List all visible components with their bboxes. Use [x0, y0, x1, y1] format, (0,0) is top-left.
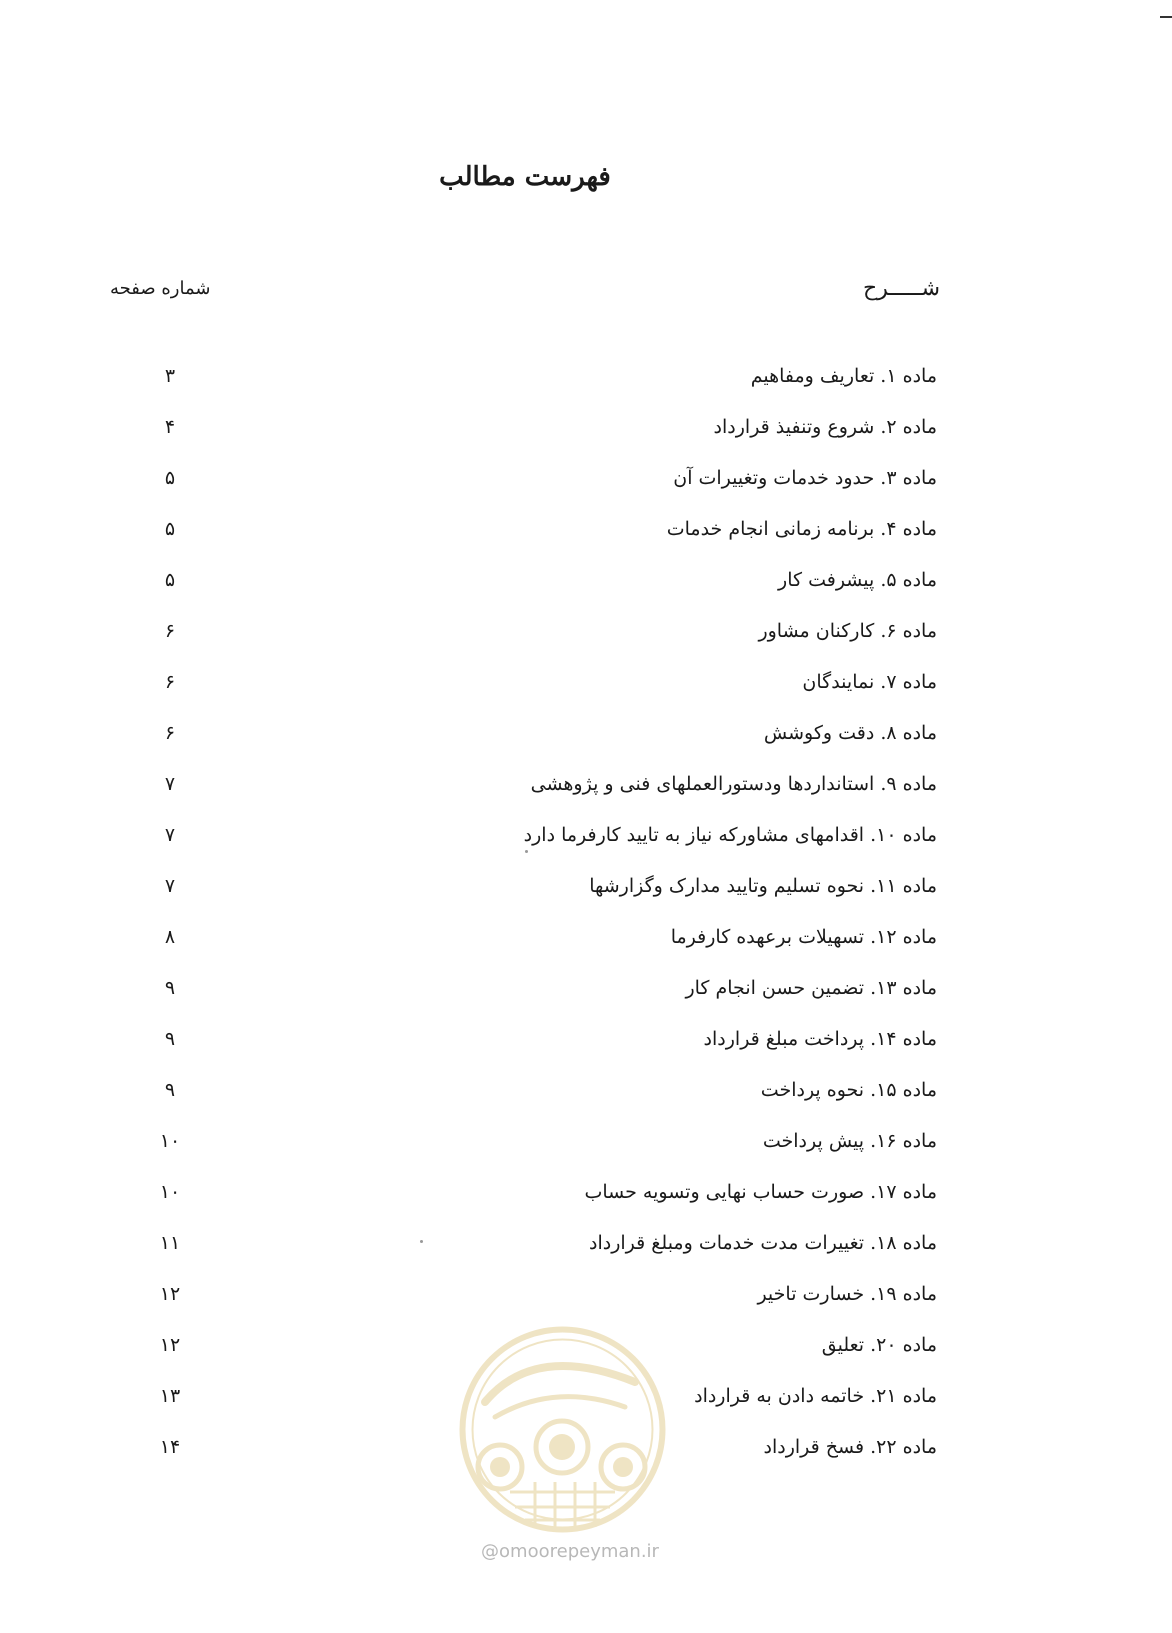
toc-entry-page: ۱۰	[159, 1130, 181, 1152]
page-title: فهرست مطالب	[439, 162, 611, 192]
toc-entry-text: ماده ۲. شروع وتنفیذ قرارداد	[713, 416, 937, 438]
toc-entry-text: ماده ۱۹. خسارت تاخیر	[757, 1283, 937, 1305]
toc-entry-page: ۹	[164, 977, 176, 999]
toc-entry-page: ۱۴	[159, 1436, 181, 1458]
toc-entry-page: ۷	[164, 875, 176, 897]
toc-entry-page: ۶	[164, 620, 176, 642]
toc-entry-text: ماده ۳. حدود خدمات وتغییرات آن	[673, 467, 937, 489]
toc-entry	[0, 722, 1172, 773]
toc-entry-page: ۸	[164, 926, 176, 948]
toc-entry	[0, 926, 1172, 977]
watermark-seal-logo	[455, 1322, 670, 1537]
toc-entry	[0, 773, 1172, 824]
toc-entry-text: ماده ۵. پیشرفت کار	[778, 569, 937, 591]
toc-entry	[0, 416, 1172, 467]
column-header-description: شـــــرح	[863, 276, 940, 301]
toc-entry	[0, 1130, 1172, 1181]
toc-entry-text: ماده ۱. تعاریف ومفاهیم	[750, 365, 937, 387]
toc-entry	[0, 671, 1172, 722]
toc-entry-text: ماده ۹. استانداردها ودستورالعملهای فنی و پژوهشی	[530, 773, 937, 795]
toc-entry-page: ۱۰	[159, 1181, 181, 1203]
toc-entry	[0, 467, 1172, 518]
toc-entry-page: ۹	[164, 1079, 176, 1101]
toc-entry-page: ۷	[164, 773, 176, 795]
toc-entry-text: ماده ۱۱. نحوه تسلیم وتایید مدارک وگزارشها	[589, 875, 937, 897]
toc-entry-text: ماده ۷. نمایندگان	[802, 671, 937, 693]
toc-entry-page: ۴	[164, 416, 176, 438]
toc-entry	[0, 977, 1172, 1028]
toc-entry	[0, 1028, 1172, 1079]
toc-entry-text: ماده ۸. دقت وکوشش	[763, 722, 937, 744]
toc-entry-page: ۹	[164, 1028, 176, 1050]
toc-entry	[0, 365, 1172, 416]
toc-entry	[0, 824, 1172, 875]
column-header-page-number: شماره صفحه	[110, 278, 211, 299]
toc-entry-text: ماده ۱۷. صورت حساب نهایی وتسویه حساب	[584, 1181, 937, 1203]
toc-entry-page: ۱۱	[159, 1232, 181, 1254]
toc-entry-page: ۱۲	[159, 1334, 181, 1356]
toc-entry-text: ماده ۲۰. تعلیق	[821, 1334, 937, 1356]
toc-entry-page: ۷	[164, 824, 176, 846]
toc-entry-page: ۵	[164, 518, 176, 540]
toc-entry-text: ماده ۲۱. خاتمه دادن به قرارداد	[694, 1385, 937, 1407]
toc-entry-text: ماده ۱۶. پیش پرداخت	[762, 1130, 937, 1152]
watermark-url: @omoorepeyman.ir	[481, 1541, 659, 1562]
toc-entry-text: ماده ۱۳. تضمین حسن انجام کار	[685, 977, 937, 999]
toc-entry	[0, 875, 1172, 926]
toc-entry	[0, 518, 1172, 569]
toc-entry	[0, 1181, 1172, 1232]
toc-entry-text: ماده ۱۵. نحوه پرداخت	[760, 1079, 937, 1101]
toc-entry	[0, 620, 1172, 671]
toc-entry-text: ماده ۱۸. تغییرات مدت خدمات ومبلغ قرارداد	[589, 1232, 937, 1254]
toc-entry-text: ماده ۱۴. پرداخت مبلغ قرارداد	[703, 1028, 937, 1050]
toc-entry-text: ماده ۱۰. اقدامهای مشاورکه نیاز به تایید کارفرما دارد	[523, 824, 937, 846]
toc-entry	[0, 1079, 1172, 1130]
toc-entry-page: ۱۲	[159, 1283, 181, 1305]
corner-mark	[1160, 16, 1172, 18]
table-of-contents	[0, 365, 1172, 1487]
toc-entry-text: ماده ۲۲. فسخ قرارداد	[763, 1436, 937, 1458]
toc-entry-page: ۱۳	[159, 1385, 181, 1407]
toc-entry-text: ماده ۴. برنامه زمانی انجام خدمات	[666, 518, 937, 540]
scan-speck	[525, 850, 528, 853]
scan-speck	[420, 1240, 423, 1243]
toc-entry-page: ۶	[164, 671, 176, 693]
toc-entry-text: ماده ۱۲. تسهیلات برعهده کارفرما	[670, 926, 937, 948]
toc-entry-page: ۵	[164, 467, 176, 489]
toc-entry	[0, 1232, 1172, 1283]
toc-entry	[0, 569, 1172, 620]
toc-entry-page: ۳	[164, 365, 176, 387]
toc-entry-text: ماده ۶. کارکنان مشاور	[758, 620, 937, 642]
toc-entry-page: ۶	[164, 722, 176, 744]
toc-entry-page: ۵	[164, 569, 176, 591]
